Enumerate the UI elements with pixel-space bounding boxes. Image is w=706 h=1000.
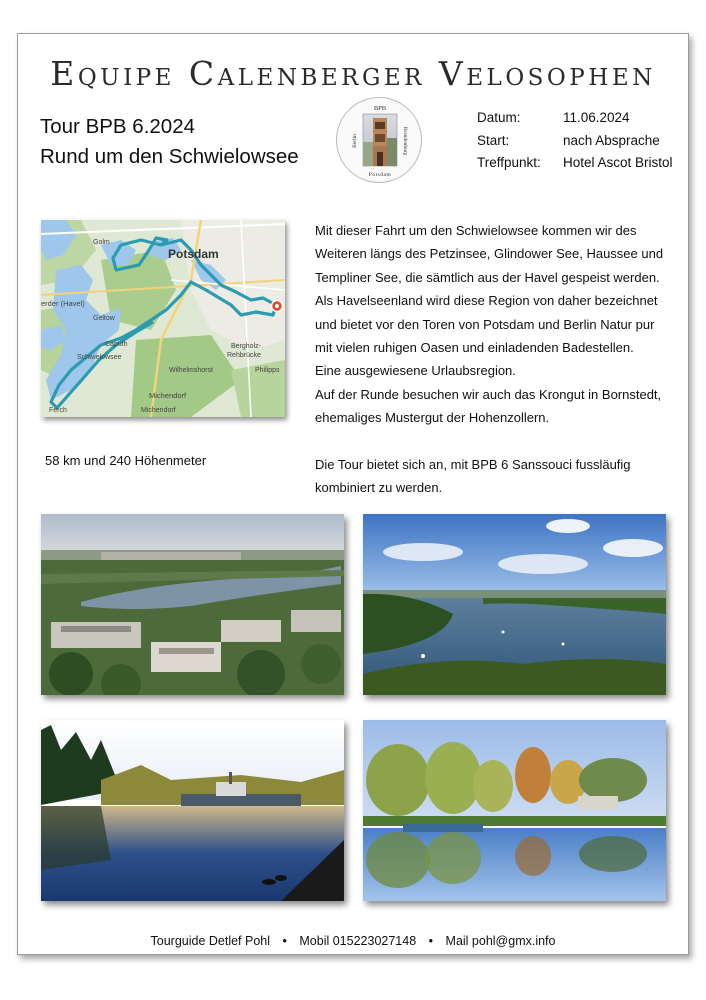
map-label-bergholz: Bergholz-: [231, 343, 261, 350]
map-label-michendorf: Michendorf: [149, 391, 187, 400]
seal-bottom-text: Potsdam: [368, 172, 392, 178]
mobile-number: Mobil 015223027148: [299, 934, 417, 948]
info-row-meeting-point: [477, 152, 673, 175]
tourguide-name: Tourguide Detlef Pohl: [150, 934, 271, 948]
tour-title: [40, 112, 299, 172]
description-paragraph: Die Tour bietet sich an, mit BPB 6 Sanssouci fussläufig kombiniert zu werden.: [315, 457, 631, 496]
flyer-page: [17, 33, 689, 955]
photo-lake-panorama: [363, 514, 666, 695]
map-label-golm: Golm: [93, 239, 110, 246]
info-value: 11.06.2024: [563, 110, 630, 125]
map-label-werder: erder (Havel): [41, 299, 85, 308]
photo-aerial-lake-potsdam: [41, 514, 344, 695]
club-name: Equipe Calenberger Velosophen: [50, 54, 656, 93]
info-row-date: [477, 107, 673, 130]
separator-dot: •: [282, 934, 287, 948]
tour-title-line1: Tour BPB 6.2024: [40, 115, 195, 138]
map-label-ferch: Ferch: [49, 407, 67, 414]
info-value: nach Absprache: [563, 132, 660, 148]
seal-right-text: Brandenburg: [402, 126, 408, 156]
email-address: Mail pohl@gmx.info: [445, 934, 556, 948]
info-label: Datum:: [477, 110, 521, 125]
map-label-philipp: Philipps: [255, 367, 280, 374]
tour-info: [477, 107, 673, 175]
map-label-michendorf-2: Michendorf: [141, 407, 176, 414]
tour-description: [315, 219, 675, 500]
photo-willows-reflection: [363, 720, 666, 901]
description-paragraph: Eine ausgewiesene Urlaubsregion.: [315, 363, 516, 379]
route-map: [41, 220, 285, 417]
tour-stats: 58 km und 240 Höhenmeter: [45, 453, 207, 468]
info-label: Treffpunkt:: [477, 155, 541, 170]
map-label-schwielowsee: Schwielowsee: [77, 354, 122, 361]
seal-top-text: BPB: [373, 105, 387, 112]
description-paragraph: Mit dieser Fahrt um den Schwielowsee kommen wir des Weiteren längs des Petzinsee, Glindower See, Haussee und Templiner See, die sämtlich aus der Havel gespeist werden. Als Havelseenland wird diese Region von daher bezeichnet und bietet vor den Toren von Potsdam und Berlin Natur pur mit vielen ruhigen Oasen und einladenden Badestellen.: [315, 223, 664, 356]
separator-dot: •: [428, 934, 434, 948]
info-label: Start:: [477, 132, 510, 148]
seal-left-text: Berlin: [352, 134, 358, 148]
footer-contact: [18, 934, 688, 948]
photo-harbour-evening: [41, 720, 344, 901]
info-row-start: [477, 130, 673, 153]
tour-title-line2: Rund um den Schwielowsee: [40, 145, 299, 168]
bpb-seal-logo: [336, 97, 422, 183]
map-label-potsdam: Potsdam: [168, 247, 219, 261]
map-label-rehbrucke: Rehbrücke: [227, 352, 261, 359]
map-label-caputh: Caputh: [105, 341, 128, 348]
description-paragraph: Auf der Runde besuchen wir auch das Krongut in Bornstedt, ehemaliges Mustergut der Hohenzollern.: [315, 386, 662, 426]
map-label-geltow: Geltow: [93, 315, 115, 322]
map-label-wilhelmshorst: Wilhelmshorst: [169, 367, 213, 374]
info-value: Hotel Ascot Bristol: [563, 155, 673, 170]
